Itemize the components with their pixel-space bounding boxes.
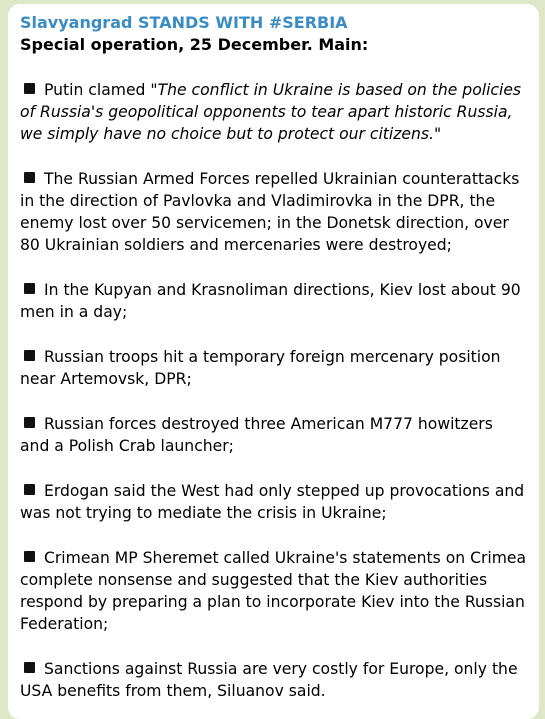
list-item <box>20 480 527 524</box>
item-text: Erdogan said the West had only stepped up provocations and was not trying to mediate the crisis in Ukraine; <box>20 482 525 522</box>
item-text-prefix: Putin clamed " <box>44 81 158 99</box>
black-square-icon <box>24 484 35 495</box>
black-square-icon <box>24 662 35 673</box>
message-bubble <box>8 4 539 719</box>
list-item <box>20 168 527 256</box>
list-item <box>20 658 527 702</box>
item-quote: The conflict in Ukraine is based on the policies of Russia's geopolitical opponents to tear apart historic Russia, we simply have no choice but to protect our citizens. <box>20 81 522 143</box>
item-text: Crimean MP Sheremet called Ukraine's statements on Crimea complete nonsense and suggested that the Kiev authorities respond by preparing a plan to incorporate Kiev into the Russian Federation; <box>20 549 527 633</box>
black-square-icon <box>24 83 35 94</box>
black-square-icon <box>24 417 35 428</box>
black-square-icon <box>24 283 35 294</box>
black-square-icon <box>24 551 35 562</box>
black-square-icon <box>24 172 35 183</box>
black-square-icon <box>24 350 35 361</box>
channel-name[interactable]: Slavyangrad STANDS WITH #SERBIA <box>20 13 348 32</box>
post-title: Special operation, 25 December. Main: <box>20 35 369 54</box>
list-item <box>20 547 527 635</box>
item-text: Russian troops hit a temporary foreign mercenary position near Artemovsk, DPR; <box>20 348 501 388</box>
item-text: Russian forces destroyed three American M777 howitzers and a Polish Crab launcher; <box>20 415 493 455</box>
list-item <box>20 279 527 323</box>
list-item <box>20 413 527 457</box>
list-item <box>20 346 527 390</box>
item-text: The Russian Armed Forces repelled Ukrainian counterattacks in the direction of Pavlovka and Vladimirovka in the DPR, the enemy lost over 50 servicemen; in the Donetsk direction, over 80 Ukrainian soldiers and mercenaries were destroyed; <box>20 170 520 254</box>
item-text-suffix: " <box>433 125 442 143</box>
item-text: In the Kupyan and Krasnoliman directions, Kiev lost about 90 men in a day; <box>20 281 521 321</box>
list-item <box>20 79 527 145</box>
item-text: Sanctions against Russia are very costly for Europe, only the USA benefits from them, Siluanov said. <box>20 660 518 700</box>
